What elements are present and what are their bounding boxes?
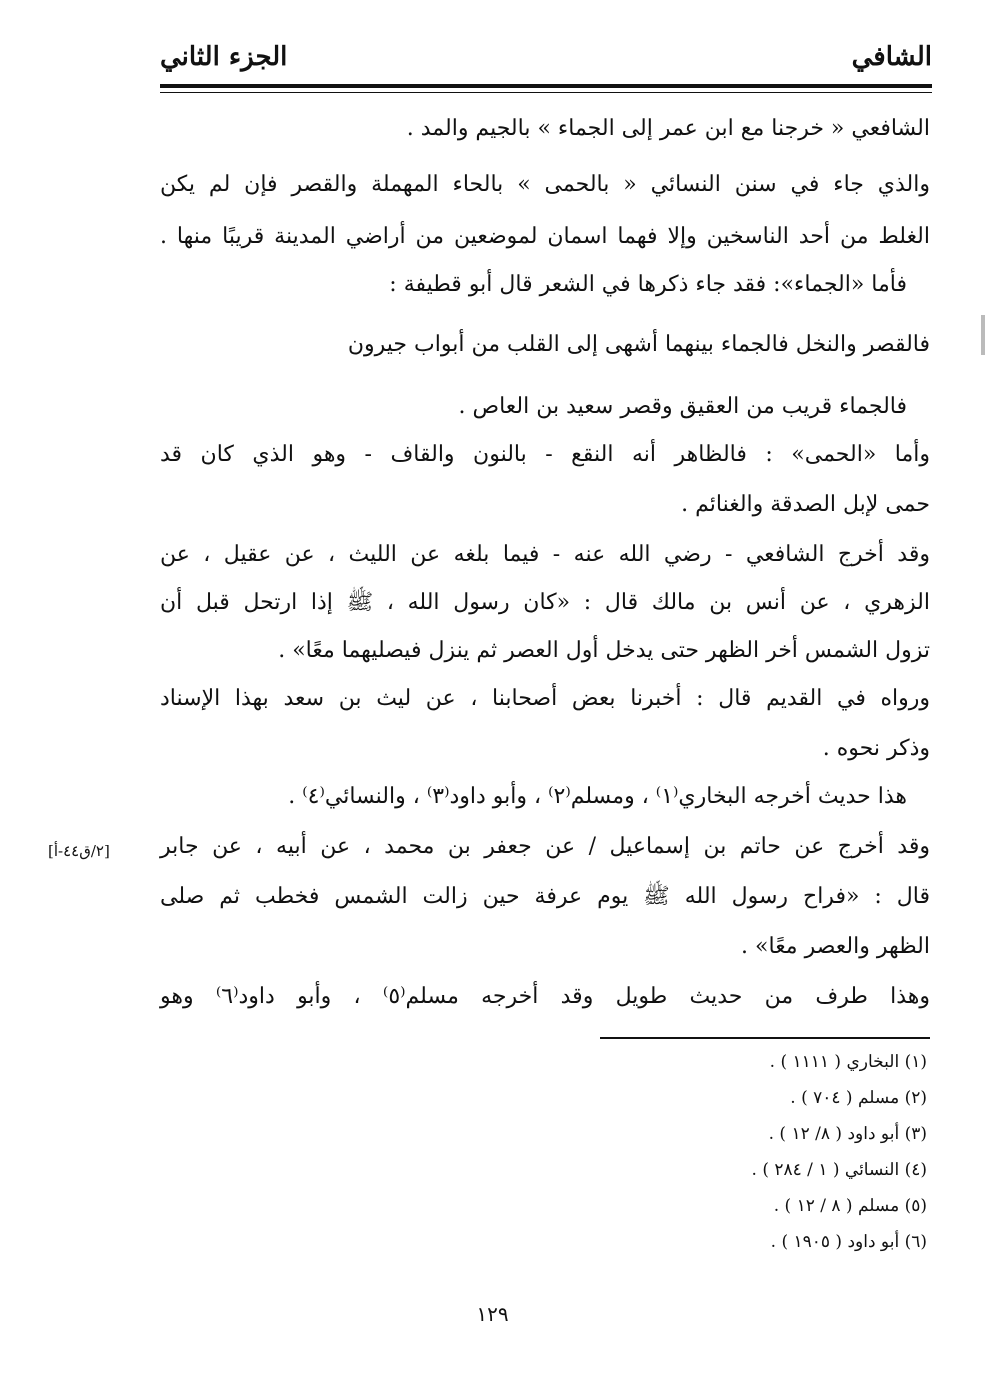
page-number: ١٢٩ bbox=[476, 1302, 509, 1326]
text-line-18: وهذا طرف من حديث طويل وقد أخرجه مسلم⁽٥⁾ ، وأبو داود⁽٦⁾ وهو bbox=[160, 984, 930, 1009]
text-line-1: الشافعي « خرجنا مع ابن عمر إلى الجماء » بالجيم والمد . bbox=[406, 116, 930, 141]
text-line-8: حمى لإبل الصدقة والغنائم . bbox=[681, 492, 930, 517]
footnote-3: (٣) أبو داود ( ٨/ ١٢ ) . bbox=[768, 1124, 927, 1144]
text-line-7: وأما «الحمى» : فالظاهر أنه النقع - بالنون والقاف - وهو الذي كان قد bbox=[160, 442, 930, 467]
manuscript-folio-note: [٢/ق٤٤-أ] bbox=[48, 842, 110, 860]
footnote-2: (٢) مسلم ( ٧٠٤ ) . bbox=[790, 1088, 927, 1108]
text-line-11: تزول الشمس أخر الظهر حتى يدخل أول العصر ثم ينزل فيصليهما معًا» . bbox=[278, 638, 930, 663]
text-line-2: والذي جاء في سنن النسائي « بالحمى » بالحاء المهملة والقصر فإن لم يكن bbox=[160, 172, 930, 197]
footnote-4: (٤) النسائي ( ١ / ٢٨٤ ) . bbox=[751, 1160, 927, 1180]
text-line-13: وذكر نحوه . bbox=[822, 736, 930, 761]
text-line-4: فأما «الجماء»: فقد جاء ذكرها في الشعر قال أبو قطيفة : bbox=[389, 272, 907, 297]
footnote-1: (١) البخاري ( ١١١١ ) . bbox=[769, 1052, 927, 1072]
text-line-14: هذا حديث أخرجه البخاري⁽١⁾ ، ومسلم⁽٢⁾ ، وأبو داود⁽٣⁾ ، والنسائي⁽٤⁾ . bbox=[288, 784, 907, 809]
part-title: الجزء الثاني bbox=[160, 42, 288, 72]
text-line-3: الغلط من أحد الناسخين وإلا فهما اسمان لموضعين من أراضي المدينة قريبًا منها . bbox=[160, 224, 930, 249]
text-line-12: ورواه في القديم قال : أخبرنا بعض أصحابنا ، عن ليث بن سعد بهذا الإسناد bbox=[160, 686, 930, 711]
text-line-6: فالجماء قريب من العقيق وقصر سعيد بن العاص . bbox=[458, 394, 907, 419]
footnote-6: (٦) أبو داود ( ١٩٠٥ ) . bbox=[770, 1232, 927, 1252]
text-line-17: الظهر والعصر معًا» . bbox=[741, 934, 930, 959]
text-line-16: قال : «فراح رسول الله ﷺ يوم عرفة حين زالت الشمس فخطب ثم صلى bbox=[160, 884, 931, 909]
header-rule-thick bbox=[160, 84, 932, 88]
text-line-9: وقد أخرج الشافعي - رضي الله عنه - فيما بلغه عن الليث ، عن عقيل ، عن bbox=[160, 542, 930, 567]
footnote-5: (٥) مسلم ( ٨ / ١٢ ) . bbox=[773, 1196, 927, 1216]
verse-line: فالقصر والنخل فالجماء بينهما أشهى إلى القلب من أبواب جيرون bbox=[347, 332, 930, 357]
text-line-10: الزهري ، عن أنس بن مالك قال : «كان رسول الله ، ﷺ إذا ارتحل قبل أن bbox=[160, 590, 930, 615]
page-edge-mark bbox=[981, 315, 985, 355]
footnote-separator bbox=[600, 1037, 930, 1039]
header-rule-thin bbox=[160, 92, 932, 93]
running-header bbox=[160, 38, 932, 78]
text-line-15: وقد أخرج عن حاتم بن إسماعيل / عن جعفر بن محمد ، عن أبيه ، عن جابر bbox=[160, 834, 930, 859]
book-title: الشافي bbox=[851, 42, 932, 72]
